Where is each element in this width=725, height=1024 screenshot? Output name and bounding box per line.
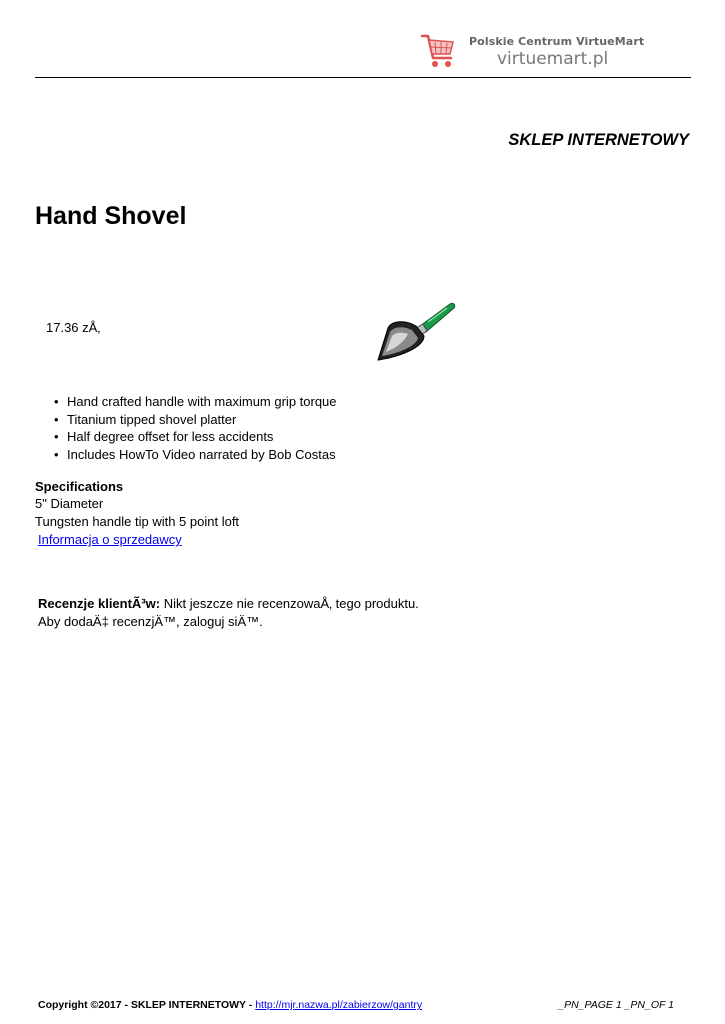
specification-line: Tungsten handle tip with 5 point loft bbox=[35, 514, 240, 529]
footer-copyright bbox=[38, 999, 422, 1011]
shopping-cart-icon bbox=[419, 30, 457, 72]
review-login-prompt: Aby dodaÄ‡ recenzjÄ™, zaloguj siÄ™. bbox=[38, 614, 263, 629]
copyright-text: Copyright ©2017 - SKLEP INTERNETOWY - bbox=[38, 999, 253, 1011]
list-item: • Hand crafted handle with maximum grip torque bbox=[54, 394, 337, 409]
reviews-label: Recenzje klientÃ³w: bbox=[38, 596, 161, 611]
shop-name: SKLEP INTERNETOWY bbox=[508, 131, 689, 149]
feature-text: Titanium tipped shovel platter bbox=[67, 411, 237, 427]
product-price: 17.36 zÅ‚ bbox=[46, 320, 101, 335]
reviews-text: Nikt jeszcze nie recenzowaÅ‚ tego produktu. bbox=[163, 596, 419, 611]
hand-shovel-icon bbox=[374, 298, 456, 362]
logo-url: virtuemart.pl bbox=[497, 49, 609, 69]
feature-list bbox=[54, 393, 337, 463]
page-footer bbox=[38, 999, 674, 1013]
feature-text: Includes HowTo Video narrated by Bob Costas bbox=[67, 446, 336, 462]
footer-link[interactable]: http://mjr.nazwa.pl/zabierzow/gantry bbox=[255, 999, 423, 1011]
logo-title: Polskie Centrum VirtueMart bbox=[469, 35, 645, 48]
feature-text: Hand crafted handle with maximum grip torque bbox=[67, 394, 337, 409]
product-title: Hand Shovel bbox=[35, 202, 187, 230]
list-item: • Titanium tipped shovel platter bbox=[54, 411, 237, 427]
specification-line: 5" Diameter bbox=[35, 496, 104, 511]
list-item: • Half degree offset for less accidents bbox=[54, 429, 274, 444]
page-header bbox=[35, 24, 691, 78]
seller-info-link[interactable]: Informacja o sprzedawcy bbox=[38, 532, 182, 547]
virtuemart-logo[interactable] bbox=[419, 28, 645, 76]
page-number: _PN_PAGE 1 _PN_OF 1 bbox=[558, 999, 674, 1011]
specifications-title: Specifications bbox=[35, 479, 124, 494]
reviews-section bbox=[38, 595, 419, 631]
feature-text: Half degree offset for less accidents bbox=[67, 429, 274, 444]
list-item: • Includes HowTo Video narrated by Bob Costas bbox=[54, 446, 336, 462]
